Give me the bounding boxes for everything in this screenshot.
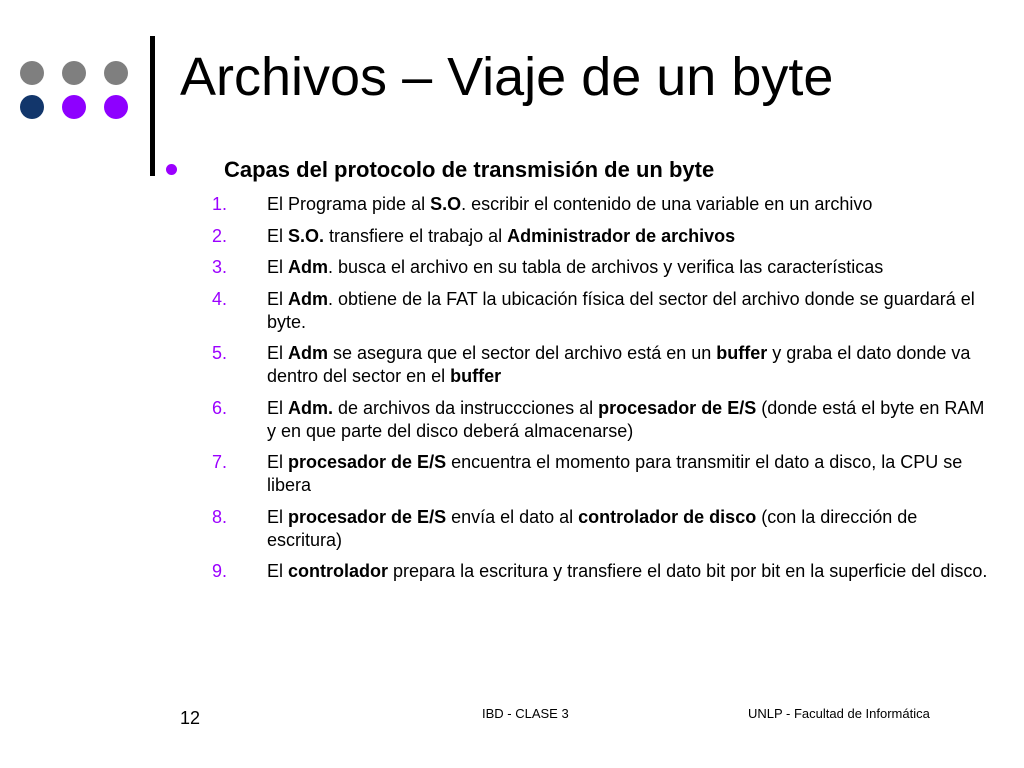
slide-title: Archivos – Viaje de un byte bbox=[180, 47, 834, 107]
step-text: prepara la escritura y transfiere el dato bit por bit en la superficie del disco. bbox=[388, 561, 988, 581]
section-heading: Capas del protocolo de transmisión de un byte bbox=[224, 157, 715, 182]
step-text: El bbox=[267, 506, 289, 527]
heading-bullet bbox=[166, 164, 177, 175]
step-number: 7. bbox=[212, 452, 228, 472]
decor-dot-navy bbox=[20, 95, 44, 119]
step-number: 9. bbox=[212, 561, 228, 581]
step-number: 4. bbox=[212, 288, 228, 309]
step-text-bold: procesador de E/S bbox=[288, 452, 447, 472]
step-text: El bbox=[267, 257, 289, 277]
decor-dot-gray-1 bbox=[20, 61, 44, 85]
step-number: 5. bbox=[212, 343, 228, 363]
decor-dot-gray-2 bbox=[62, 61, 86, 85]
step-number: 1. bbox=[212, 194, 228, 214]
step-text: El bbox=[267, 343, 289, 363]
step-text-bold: Adm bbox=[288, 257, 329, 277]
step-text: El bbox=[267, 225, 289, 246]
step-item bbox=[212, 193, 992, 216]
step-text: (con la dirección de escritura) bbox=[267, 506, 918, 550]
slide-page-number: 12 bbox=[180, 708, 201, 728]
step-text: . escribir el contenido de una variable en un archivo bbox=[461, 194, 873, 214]
step-text-bold: Administrador de archivos bbox=[507, 225, 736, 246]
step-text-bold: Adm. bbox=[288, 397, 334, 418]
step-text: . obtiene de la FAT la ubicación física del sector del archivo donde se guardará el byte. bbox=[267, 288, 975, 332]
step-item bbox=[212, 342, 992, 388]
step-text: El bbox=[267, 288, 289, 309]
step-text-bold: S.O bbox=[430, 194, 462, 214]
step-text: transfiere el trabajo al bbox=[324, 225, 508, 246]
step-item bbox=[212, 397, 992, 443]
step-text-bold: S.O. bbox=[288, 225, 325, 246]
step-text-bold: controlador de disco bbox=[578, 506, 757, 527]
step-item bbox=[212, 225, 992, 248]
step-text-bold: procesador de E/S bbox=[598, 397, 757, 418]
decor-dot-purple-1 bbox=[62, 95, 86, 119]
decor-dot-gray-3 bbox=[104, 61, 128, 85]
step-text: se asegura que el sector del archivo está en un bbox=[328, 343, 717, 363]
step-item bbox=[212, 288, 992, 334]
step-text-bold: controlador bbox=[288, 561, 389, 581]
step-text-bold: Adm bbox=[288, 343, 329, 363]
step-item bbox=[212, 256, 992, 279]
step-number: 3. bbox=[212, 257, 228, 277]
step-item bbox=[212, 451, 992, 497]
step-item bbox=[212, 506, 992, 552]
step-text: El Programa pide al bbox=[267, 194, 431, 214]
footer-right: UNLP - Facultad de Informática bbox=[748, 706, 930, 721]
step-text: envía el dato al bbox=[446, 506, 579, 527]
step-number: 8. bbox=[212, 506, 228, 527]
step-text: El bbox=[267, 452, 289, 472]
footer-center: IBD - CLASE 3 bbox=[482, 706, 569, 721]
title-divider-line bbox=[150, 36, 155, 176]
step-number: 6. bbox=[212, 397, 228, 418]
step-text-bold: buffer bbox=[450, 366, 502, 386]
step-text: de archivos da instruccciones al bbox=[333, 397, 599, 418]
step-number: 2. bbox=[212, 225, 228, 246]
step-text: (donde está el byte en RAM y en que parte del disco deberá almacenarse) bbox=[267, 397, 985, 441]
step-text-bold: Adm bbox=[288, 288, 329, 309]
step-text: El bbox=[267, 561, 289, 581]
step-item bbox=[212, 560, 992, 583]
step-text-bold: procesador de E/S bbox=[288, 506, 447, 527]
step-text: El bbox=[267, 397, 289, 418]
step-text-bold: buffer bbox=[716, 343, 768, 363]
step-text: y graba el dato donde va dentro del sector en el bbox=[267, 343, 971, 386]
step-text: . busca el archivo en su tabla de archivos y verifica las características bbox=[328, 257, 884, 277]
step-text: encuentra el momento para transmitir el dato a disco, la CPU se libera bbox=[267, 452, 963, 495]
steps-list bbox=[212, 193, 992, 592]
decor-dot-purple-2 bbox=[104, 95, 128, 119]
